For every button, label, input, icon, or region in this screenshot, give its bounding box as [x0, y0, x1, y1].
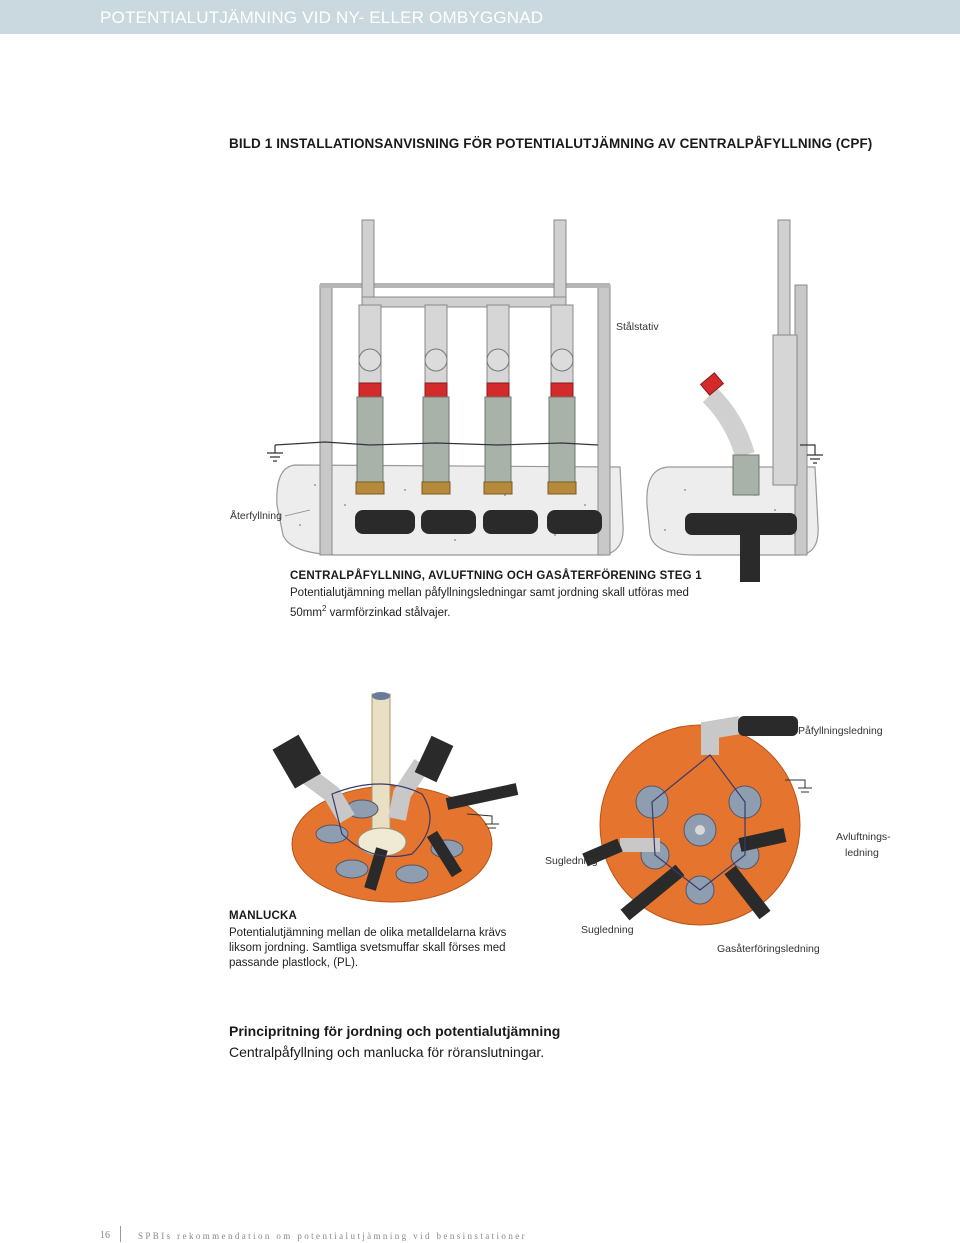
caption2-body [229, 926, 506, 971]
label-aterfyllning: Återfyllning [230, 510, 282, 522]
label-avluftningsledning-1: Avluftnings- [836, 831, 891, 843]
caption1-line2-sup: 2 [321, 604, 327, 613]
label-sugledning-2: Sugledning [581, 924, 634, 936]
caption1-body [290, 586, 689, 621]
principle-title: Principritning för jordning och potentialutjämning [229, 1023, 561, 1039]
caption1-line2-post: varmförzinkad stålvajer. [326, 606, 451, 619]
footer-divider [120, 1226, 121, 1242]
page-header-title: POTENTIALUTJÄMNING VID NY- ELLER OMBYGGNAD [100, 8, 544, 27]
caption1-line1: Potentialutjämning mellan påfyllningsledningar samt jordning skall utföras med [290, 587, 689, 599]
central-filling-diagram [255, 205, 830, 600]
caption1-heading: CENTRALPÅFYLLNING, AVLUFTNING OCH GASÅTERFÖRENING STEG 1 [290, 570, 702, 582]
caption1-line2 [290, 601, 689, 621]
caption1-line2-pre: 50mm [290, 606, 322, 619]
page-number: 16 [100, 1230, 110, 1241]
caption2-heading: MANLUCKA [229, 910, 298, 922]
label-avluftningsledning-2: ledning [845, 847, 879, 859]
label-sugledning-1: Sugledning [545, 855, 598, 867]
caption2-line2: liksom jordning. Samtliga svetsmuffar skall förses med [229, 942, 506, 954]
caption2-line1: Potentialutjämning mellan de olika metalldelarna krävs [229, 927, 507, 939]
label-gasaterforingsledning: Gasåterföringsledning [717, 943, 820, 955]
figure-title: BILD 1 INSTALLATIONSANVISNING FÖR POTENTIALUTJÄMNING AV CENTRALPÅFYLLNING (CPF) [229, 136, 873, 151]
principle-subtitle: Centralpåfyllning och manlucka för röranslutningar. [229, 1044, 545, 1060]
caption2-line3: passande plastlock, (PL). [229, 957, 359, 969]
footer-text: SPBIs rekommendation om potentialutjämning vid bensinstationer [138, 1231, 528, 1241]
label-pafyllningsledning: Påfyllningsledning [798, 725, 883, 737]
label-stalstativ: Stålstativ [616, 321, 659, 333]
manhole-perspective-diagram [272, 684, 522, 909]
manhole-top-view-diagram [580, 710, 820, 935]
